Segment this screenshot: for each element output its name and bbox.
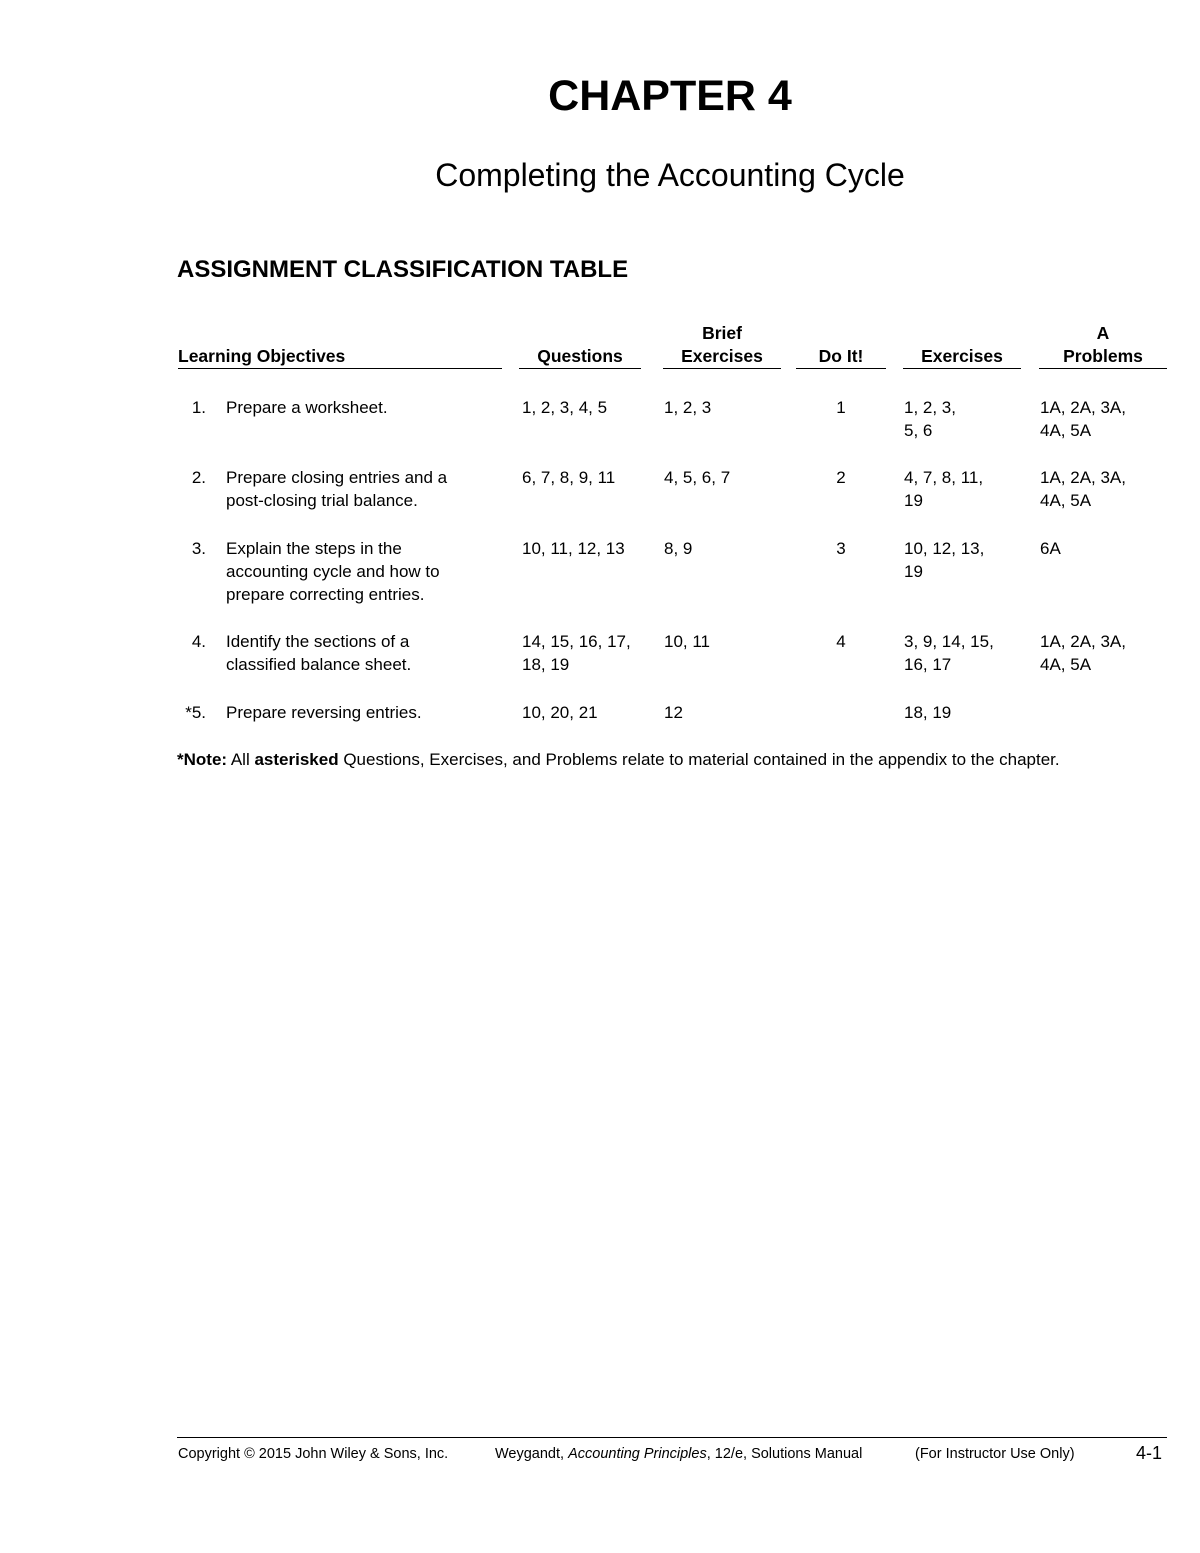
cell-problems: 1A, 2A, 3A, 4A, 5A — [1040, 632, 1126, 674]
cell-doit: 1 — [836, 398, 846, 417]
header-do-it — [796, 322, 886, 369]
cell-num: *5. — [185, 703, 206, 722]
cell-objective: Explain the steps in the accounting cycle and how to prepare correcting entries. — [226, 539, 440, 604]
cell-exercises: 4, 7, 8, 11, 19 — [904, 468, 984, 510]
header-line1: A — [1096, 323, 1110, 343]
cell-num: 1. — [191, 398, 206, 417]
note — [177, 748, 1167, 771]
cell-num: 2. — [191, 468, 206, 487]
cell-brief: 4, 5, 6, 7 — [664, 468, 731, 487]
header-line2: Do It! — [818, 346, 864, 366]
chapter-heading: CHAPTER 4 — [548, 72, 792, 120]
cell-doit: 2 — [836, 468, 846, 487]
cell-exercises: 3, 9, 14, 15, 16, 17 — [904, 632, 994, 674]
header-brief-exercises — [663, 322, 781, 369]
cell-num: 3. — [191, 539, 206, 558]
footer-author: Weygandt, — [495, 1446, 569, 1462]
footer-edition: , 12/e, Solutions Manual — [706, 1446, 863, 1462]
header-line2: Exercises — [681, 346, 763, 366]
cell-exercises: 18, 19 — [904, 703, 952, 722]
cell-objective: Prepare a worksheet. — [226, 398, 388, 417]
header-a-problems — [1039, 322, 1167, 369]
cell-questions: 14, 15, 16, 17, 18, 19 — [522, 632, 631, 674]
cell-brief: 10, 11 — [664, 632, 711, 651]
note-text: Questions, Exercises, and Problems relate to material contained in the appendix to the chapter. — [338, 750, 1060, 769]
header-line2: Problems — [1063, 346, 1143, 366]
cell-doit: 4 — [836, 632, 846, 651]
cell-objective: Prepare reversing entries. — [226, 703, 422, 722]
header-questions — [519, 322, 641, 369]
header-exercises — [903, 322, 1021, 369]
cell-problems: 1A, 2A, 3A, 4A, 5A — [1040, 398, 1126, 440]
footer-copyright: Copyright © 2015 John Wiley & Sons, Inc. — [178, 1446, 449, 1462]
cell-objective: Identify the sections of a classified balance sheet. — [226, 632, 412, 674]
note-text: All — [227, 750, 255, 769]
cell-questions: 10, 11, 12, 13 — [522, 539, 625, 558]
footer-book: Accounting Principles — [568, 1446, 707, 1462]
footer-usage: (For Instructor Use Only) — [915, 1446, 1075, 1462]
cell-brief: 12 — [664, 703, 683, 722]
cell-num: 4. — [191, 632, 206, 651]
cell-objective: Prepare closing entries and a post-closing trial balance. — [226, 468, 448, 510]
cell-questions: 10, 20, 21 — [522, 703, 598, 722]
header-line1: Brief — [702, 323, 742, 343]
header-line2: Learning Objectives — [178, 346, 346, 366]
cell-brief: 8, 9 — [664, 539, 693, 558]
cell-exercises: 10, 12, 13, 19 — [904, 539, 985, 581]
header-line2: Questions — [537, 346, 623, 366]
cell-brief: 1, 2, 3 — [664, 398, 712, 417]
cell-problems: 6A — [1040, 539, 1061, 558]
footer-divider — [177, 1437, 1167, 1438]
header-learning-objectives — [178, 322, 502, 369]
cell-problems: 1A, 2A, 3A, 4A, 5A — [1040, 468, 1126, 510]
note-bold: asterisked — [254, 750, 339, 769]
cell-exercises: 1, 2, 3, 5, 6 — [904, 398, 956, 440]
cell-questions: 1, 2, 3, 4, 5 — [522, 398, 608, 417]
section-title: ASSIGNMENT CLASSIFICATION TABLE — [177, 256, 629, 283]
cell-questions: 6, 7, 8, 9, 11 — [522, 468, 616, 487]
chapter-title: Completing the Accounting Cycle — [435, 157, 905, 193]
header-line2: Exercises — [921, 346, 1003, 366]
cell-doit: 3 — [836, 539, 846, 558]
page-number: 4-1 — [1136, 1443, 1163, 1463]
note-label: *Note: — [177, 750, 228, 769]
footer-citation — [495, 1446, 862, 1462]
